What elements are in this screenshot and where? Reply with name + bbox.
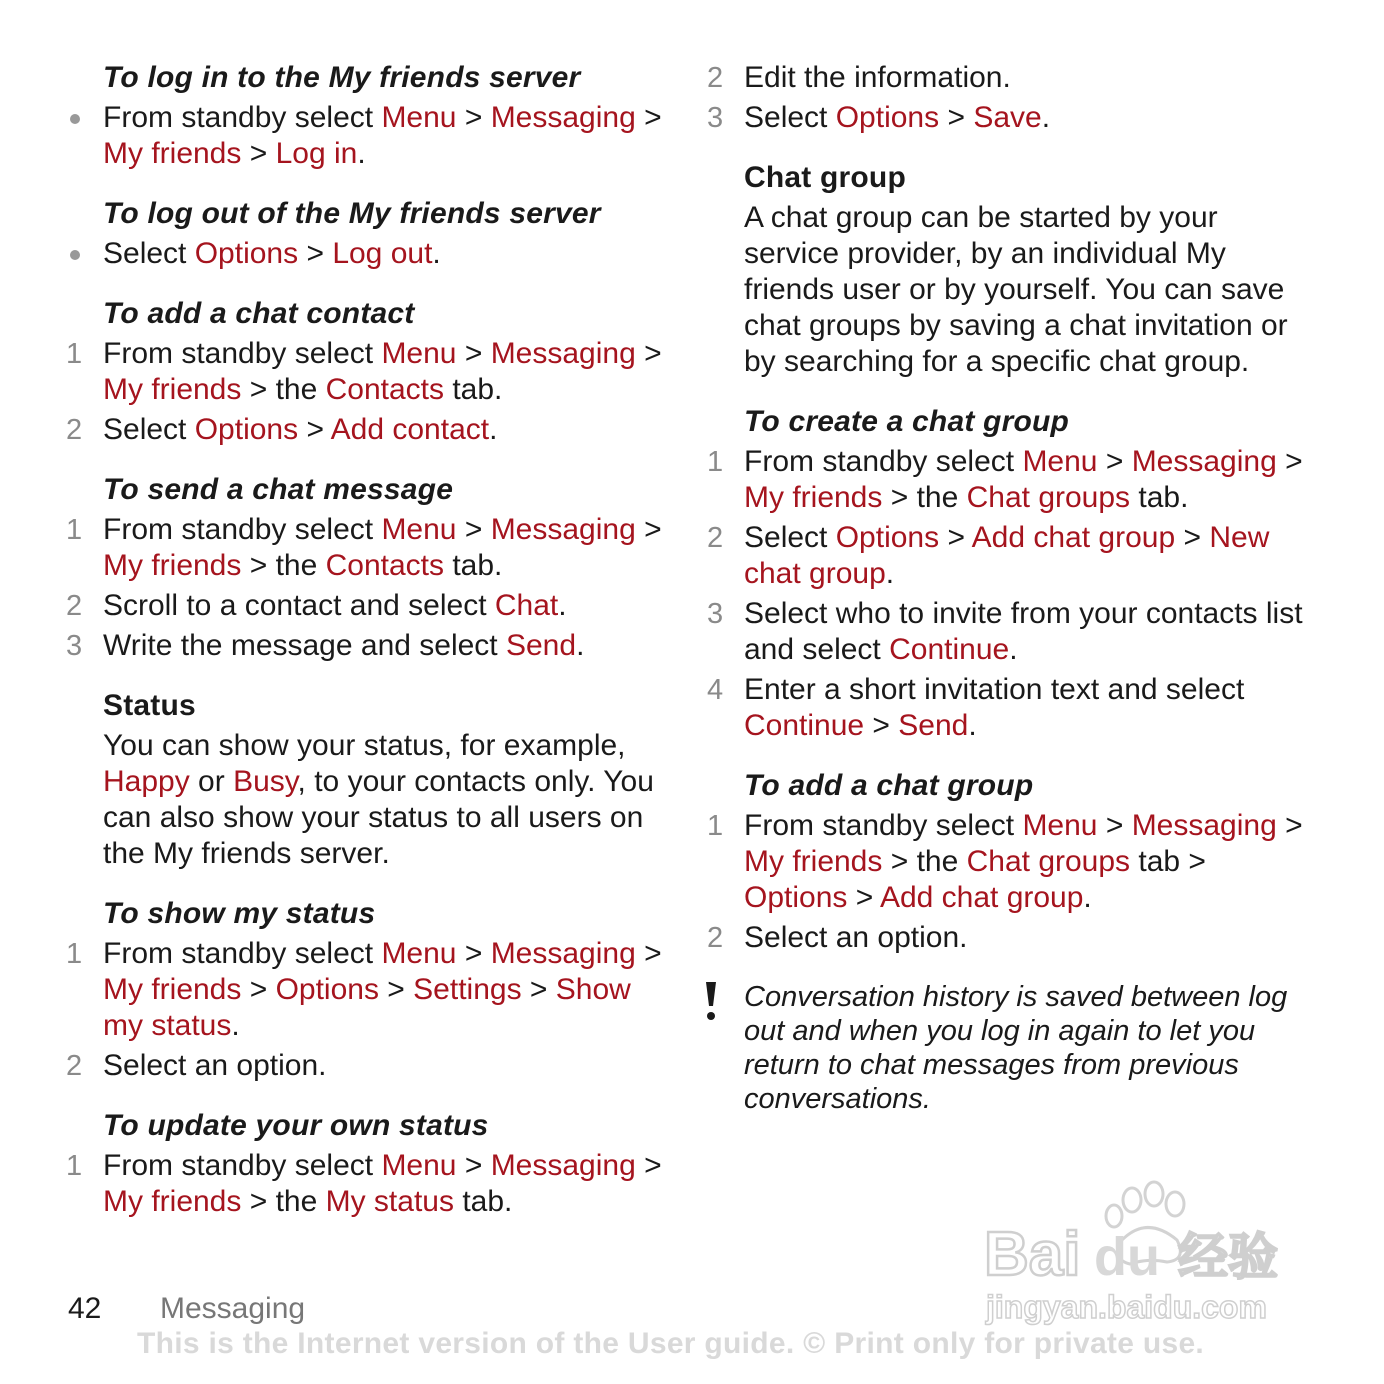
menu-path-item: Menu — [1022, 809, 1098, 842]
menu-path-item: Add chat group — [879, 881, 1084, 914]
numbered-step: 1 From standby select Menu > Messaging > My friends > the My status tab. — [66, 1149, 662, 1218]
menu-path-item: Add chat group — [971, 521, 1176, 554]
status-paragraph: You can show your status, for example, Happy or Busy, to your contacts only. You can also show your status to all users on the My friends server. — [103, 729, 654, 870]
numbered-step: 2 Select Options > Add chat group > New chat group. — [707, 521, 1270, 590]
section-heading: To log in to the My friends server — [103, 61, 581, 94]
menu-path-item: New chat group — [744, 521, 1270, 590]
menu-path-item: Options — [194, 237, 299, 270]
menu-path-item: My friends — [744, 481, 883, 514]
menu-path-item: Send — [898, 709, 969, 742]
numbered-step: 1 From standby select Menu > Messaging > My friends > the Chat groups tab > Options > Add chat group. — [707, 809, 1303, 914]
menu-path-item: Messaging — [490, 937, 636, 970]
menu-path-item: My friends — [103, 1185, 242, 1218]
menu-path-item: Chat groups — [966, 845, 1131, 878]
menu-path-item: Send — [505, 629, 577, 662]
section-heading: To add a chat group — [744, 769, 1034, 802]
menu-path-item: Continue — [744, 709, 865, 742]
exclamation-icon — [704, 980, 718, 1022]
section-update-status — [66, 1108, 663, 1220]
step-number: 1 — [707, 810, 724, 842]
step-number: 2 — [66, 590, 83, 622]
menu-path-item: Messaging — [490, 337, 636, 370]
section-heading: Chat group — [744, 161, 906, 194]
menu-path-item: Messaging — [490, 1149, 636, 1182]
menu-path-item: My friends — [744, 845, 883, 878]
step-number: 3 — [66, 630, 83, 662]
baidu-du: du — [1094, 1227, 1160, 1287]
section-heading: To update your own status — [103, 1109, 489, 1142]
chat-group-paragraph: A chat group can be started by your service provider, by an individual My friends user or by yourself. You can save chat groups by saving a chat invitation or by searching for a specific chat group. — [744, 201, 1288, 378]
menu-path-item: Continue — [889, 633, 1010, 666]
page-number: 42 — [68, 1292, 102, 1325]
numbered-step: 3 Select Options > Save. — [707, 101, 1051, 134]
numbered-step: 1 From standby select Menu > Messaging > My friends > the Contacts tab. — [66, 513, 662, 582]
bullet-step: From standby select Menu > Messaging > My friends > Log in. — [103, 100, 663, 172]
left-column — [66, 60, 663, 1244]
menu-path-item: Options — [744, 881, 848, 914]
numbered-step: 3 Select who to invite from your contacts list and select Continue. — [707, 597, 1303, 666]
menu-path-item: Options — [275, 973, 379, 1006]
baidu-watermark-logo — [982, 1180, 1302, 1330]
section-heading: To show my status — [103, 897, 376, 930]
menu-path-item: Menu — [381, 937, 457, 970]
menu-path-item: Contacts — [325, 373, 444, 406]
section-heading: To add a chat contact — [103, 297, 415, 330]
menu-path-item: My friends — [103, 973, 242, 1006]
section-status — [103, 688, 663, 872]
menu-path-item: Messaging — [490, 513, 636, 546]
step-number: 2 — [707, 522, 724, 554]
status-option: Busy — [233, 765, 298, 798]
footer-section-title: Messaging — [160, 1292, 306, 1325]
menu-path-item: Log out — [332, 237, 433, 270]
step-number: 1 — [707, 446, 724, 478]
section-send-message — [66, 472, 663, 664]
section-heading: Status — [103, 689, 196, 722]
baidu-url: jingyan.baidu.com — [986, 1289, 1267, 1325]
menu-path-item: Save — [973, 101, 1042, 134]
menu-path-item: Add contact — [330, 413, 490, 446]
bullet-step: Select Options > Log out. — [103, 236, 663, 272]
numbered-step: 3 Write the message and select Send. — [66, 629, 585, 662]
menu-path-item: Options — [835, 101, 940, 134]
section-chat-group — [744, 160, 1304, 380]
numbered-step: 1 From standby select Menu > Messaging > My friends > the Contacts tab. — [66, 337, 662, 406]
menu-path-item: Menu — [381, 1149, 457, 1182]
menu-path-item: Chat groups — [966, 481, 1131, 514]
footer-disclaimer: This is the Internet version of the User guide. © Print only for private use. — [137, 1327, 1205, 1360]
menu-path-item: Menu — [381, 513, 457, 546]
step-number: 3 — [707, 102, 724, 134]
bullet-dot-icon — [70, 250, 80, 260]
menu-path-item: Show my status — [103, 973, 631, 1042]
section-add-group — [707, 768, 1304, 956]
right-column — [707, 60, 1304, 1116]
menu-path-item: Log in — [275, 137, 358, 170]
numbered-step: 1 From standby select Menu > Messaging > My friends > the Chat groups tab. — [707, 445, 1303, 514]
menu-path-item: Menu — [1022, 445, 1098, 478]
menu-path-item: My friends — [103, 549, 242, 582]
step-number: 1 — [66, 938, 83, 970]
baidu-wordmark: Bai — [984, 1220, 1081, 1289]
numbered-step: 2 Select Options > Add contact. — [66, 413, 498, 446]
menu-path-item: Menu — [381, 101, 457, 134]
step-number: 2 — [707, 922, 724, 954]
menu-path-item: Messaging — [490, 101, 636, 134]
numbered-step: 2 Select an option. — [707, 921, 968, 954]
menu-path-item: Settings — [413, 973, 522, 1006]
menu-path-item: Menu — [381, 337, 457, 370]
menu-path-item: Messaging — [1131, 445, 1277, 478]
numbered-step: 1 From standby select Menu > Messaging > My friends > Options > Settings > Show my status. — [66, 937, 662, 1042]
step-number: 2 — [66, 1050, 83, 1082]
menu-path-item: My friends — [103, 137, 242, 170]
step-number: 1 — [66, 338, 83, 370]
section-create-group — [707, 404, 1304, 744]
bullet-dot-icon — [70, 114, 80, 124]
menu-path-item: My friends — [103, 373, 242, 406]
menu-path-item: My status — [325, 1185, 454, 1218]
step-number: 2 — [707, 62, 724, 94]
menu-path-item: Chat — [494, 589, 559, 622]
menu-path-item: Contacts — [325, 549, 444, 582]
menu-path-item: Messaging — [1131, 809, 1277, 842]
step-number: 3 — [707, 598, 724, 630]
menu-path-item: Options — [194, 413, 299, 446]
section-log-out — [103, 196, 663, 272]
step-number: 1 — [66, 1150, 83, 1182]
note-box — [744, 980, 1304, 1116]
section-log-in — [103, 60, 663, 172]
menu-path-item: Options — [835, 521, 940, 554]
section-heading: To send a chat message — [103, 473, 454, 506]
step-number: 2 — [66, 414, 83, 446]
numbered-step: 4 Enter a short invitation text and select Continue > Send. — [707, 673, 1245, 742]
status-option: Happy — [103, 765, 190, 798]
numbered-step: 2 Edit the information. — [707, 61, 1011, 94]
numbered-step: 2 Select an option. — [66, 1049, 327, 1082]
section-heading: To create a chat group — [744, 405, 1070, 438]
note-text: Conversation history is saved between log out and when you log in again to let you return to chat messages from previous conversations. — [744, 981, 1288, 1115]
section-add-contact — [66, 296, 663, 448]
section-show-status — [66, 896, 663, 1084]
step-number: 1 — [66, 514, 83, 546]
step-number: 4 — [707, 674, 724, 706]
baidu-cn: 经验 — [1178, 1228, 1278, 1286]
section-update-status-continued — [707, 60, 1304, 136]
section-heading: To log out of the My friends server — [103, 197, 601, 230]
numbered-step: 2 Scroll to a contact and select Chat. — [66, 589, 567, 622]
